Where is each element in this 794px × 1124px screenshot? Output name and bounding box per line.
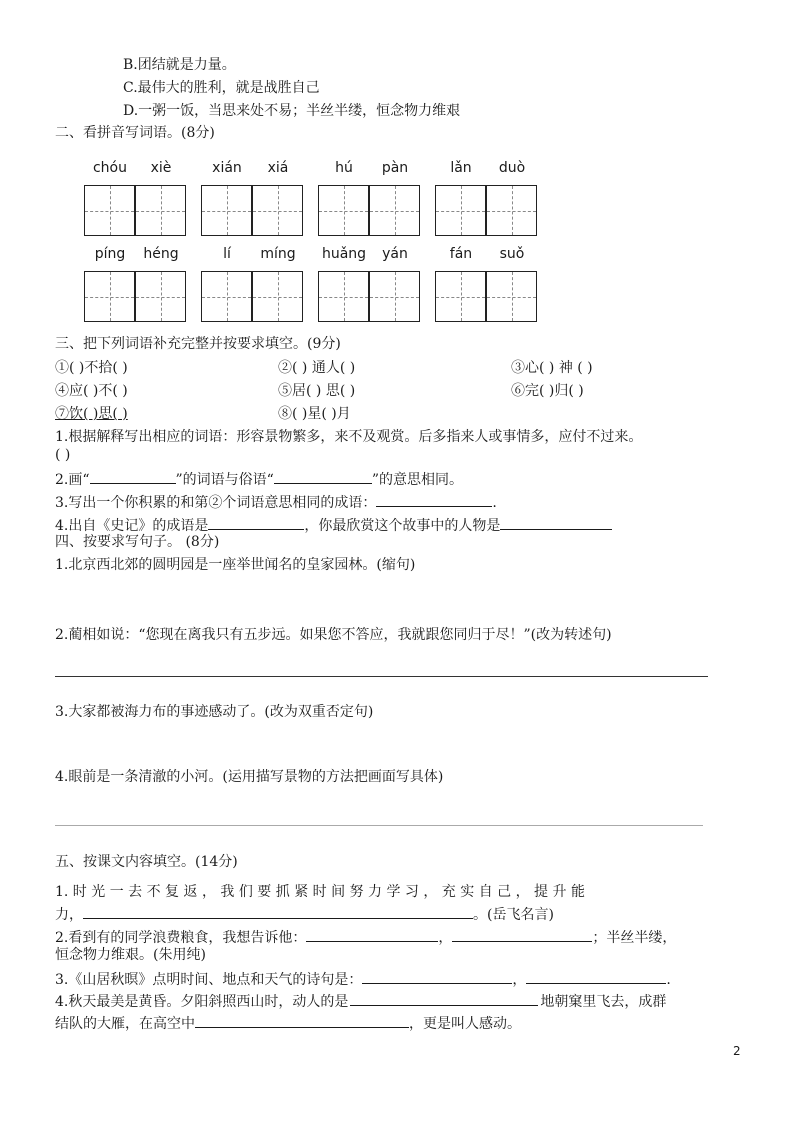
answer-blank[interactable] xyxy=(195,1013,409,1028)
idiom-item: ①( )不拾( ) xyxy=(55,360,128,376)
writing-box[interactable] xyxy=(252,271,303,322)
writing-box[interactable] xyxy=(435,185,486,236)
writing-box[interactable] xyxy=(369,271,420,322)
answer-line[interactable] xyxy=(55,825,703,826)
idiom-item-underlined: ⑦饮( )思( ) xyxy=(55,406,128,422)
pinyin-label: héng xyxy=(143,246,179,262)
question: 4.出自《史记》的成语是 ，你最欣赏这个故事中的人物是 xyxy=(55,515,612,535)
idiom-item: ⑧( )星( )月 xyxy=(278,406,351,422)
question: 1.北京西北郊的圆明园是一座举世闻名的皇家园林。(缩句) xyxy=(55,557,416,573)
question: 4.秋天最美是黄昏。夕阳斜照西山时，动人的是 地朝窠里飞去，成群 xyxy=(55,991,666,1011)
writing-box[interactable] xyxy=(369,185,420,236)
pinyin-label: lí xyxy=(223,246,231,262)
answer-blank[interactable] xyxy=(526,969,666,984)
answer-blank[interactable] xyxy=(90,469,176,484)
section2-heading: 二、看拼音写词语。(8分) xyxy=(55,125,215,141)
pinyin-label: xiá xyxy=(267,160,289,176)
question: 2.看到有的同学浪费粮食，我想告诉他： ， ；半丝半缕， xyxy=(55,927,676,947)
answer-blank[interactable] xyxy=(452,927,592,942)
option-b: B.团结就是力量。 xyxy=(123,57,236,73)
writing-box[interactable] xyxy=(201,185,252,236)
pinyin-label: fán xyxy=(449,246,473,262)
answer-blank[interactable] xyxy=(274,469,372,484)
answer-paren: ( ) xyxy=(55,447,71,463)
writing-box[interactable] xyxy=(486,185,537,236)
question: 1. 时 光 一 去 不 复 返 ， 我 们 要 抓 紧 时 间 努 力 学 习 ， 充 实 自 己 ， 提 升 能 xyxy=(55,884,585,900)
pinyin-label: xián xyxy=(212,160,242,176)
section5-heading: 五、按课文内容填空。(14分) xyxy=(55,854,238,870)
question: 结队的大雁，在高空中 ，更是叫人感动。 xyxy=(55,1013,521,1033)
pinyin-label: huǎng xyxy=(321,246,367,262)
answer-blank[interactable] xyxy=(362,969,512,984)
pinyin-label: xiè xyxy=(150,160,172,176)
answer-blank[interactable] xyxy=(306,927,438,942)
idiom-item: ③心( ) 神 ( ) xyxy=(511,360,593,376)
writing-box[interactable] xyxy=(486,271,537,322)
writing-box[interactable] xyxy=(201,271,252,322)
writing-box[interactable] xyxy=(435,271,486,322)
question: 3.《山居秋暝》点明时间、地点和天气的诗句是： ， . xyxy=(55,969,671,989)
writing-box[interactable] xyxy=(84,271,135,322)
writing-box[interactable] xyxy=(84,185,135,236)
answer-line[interactable] xyxy=(55,676,708,677)
writing-box[interactable] xyxy=(135,271,186,322)
idiom-item: ④应( )不( ) xyxy=(55,383,128,399)
page-number: 2 xyxy=(733,1044,741,1058)
question: 恒念物力维艰。(朱用纯) xyxy=(55,947,206,963)
idiom-item: ②( ) 通人( ) xyxy=(278,360,356,376)
question: 2.蔺相如说：“您现在离我只有五步远。如果您不答应，我就跟您同归于尽！”(改为转述句) xyxy=(55,627,612,643)
question: 1.根据解释写出相应的词语：形容景物繁多，来不及观赏。后多指来人或事情多，应付不过来。 xyxy=(55,429,643,445)
answer-blank[interactable] xyxy=(500,515,612,530)
question: 3.写出一个你积累的和第②个词语意思相同的成语： . xyxy=(55,492,497,512)
option-c: C.最伟大的胜利，就是战胜自己 xyxy=(123,80,320,96)
question: 2.画“ ”的词语与俗语“ ”的意思相同。 xyxy=(55,469,463,489)
question: 力， 。(岳飞名言) xyxy=(55,904,554,924)
pinyin-label: yán xyxy=(382,246,408,262)
answer-blank[interactable] xyxy=(376,492,492,507)
pinyin-label: hú xyxy=(335,160,353,176)
answer-blank[interactable] xyxy=(350,991,538,1006)
writing-box[interactable] xyxy=(318,271,369,322)
answer-blank[interactable] xyxy=(83,904,473,919)
pinyin-label: píng xyxy=(94,246,126,262)
idiom-item: ⑥完( )归( ) xyxy=(511,383,584,399)
idiom-item: ⑤居( ) 思( ) xyxy=(278,383,356,399)
section3-heading: 三、把下列词语补充完整并按要求填空。(9分) xyxy=(55,336,341,352)
pinyin-label: duò xyxy=(498,160,526,176)
answer-blank[interactable] xyxy=(208,515,304,530)
question: 3.大家都被海力布的事迹感动了。(改为双重否定句) xyxy=(55,704,374,720)
pinyin-label: chóu xyxy=(92,160,127,176)
section4-heading: 四、按要求写句子。 (8分) xyxy=(55,534,220,550)
writing-box[interactable] xyxy=(318,185,369,236)
writing-box[interactable] xyxy=(135,185,186,236)
question: 4.眼前是一条清澈的小河。(运用描写景物的方法把画面写具体) xyxy=(55,769,444,785)
pinyin-label: lǎn xyxy=(450,160,472,176)
writing-box[interactable] xyxy=(252,185,303,236)
pinyin-label: suǒ xyxy=(499,246,525,262)
pinyin-label: míng xyxy=(260,246,296,262)
option-d: D.一粥一饭，当思来处不易；半丝半缕，恒念物力维艰 xyxy=(123,103,461,119)
pinyin-label: pàn xyxy=(381,160,409,176)
